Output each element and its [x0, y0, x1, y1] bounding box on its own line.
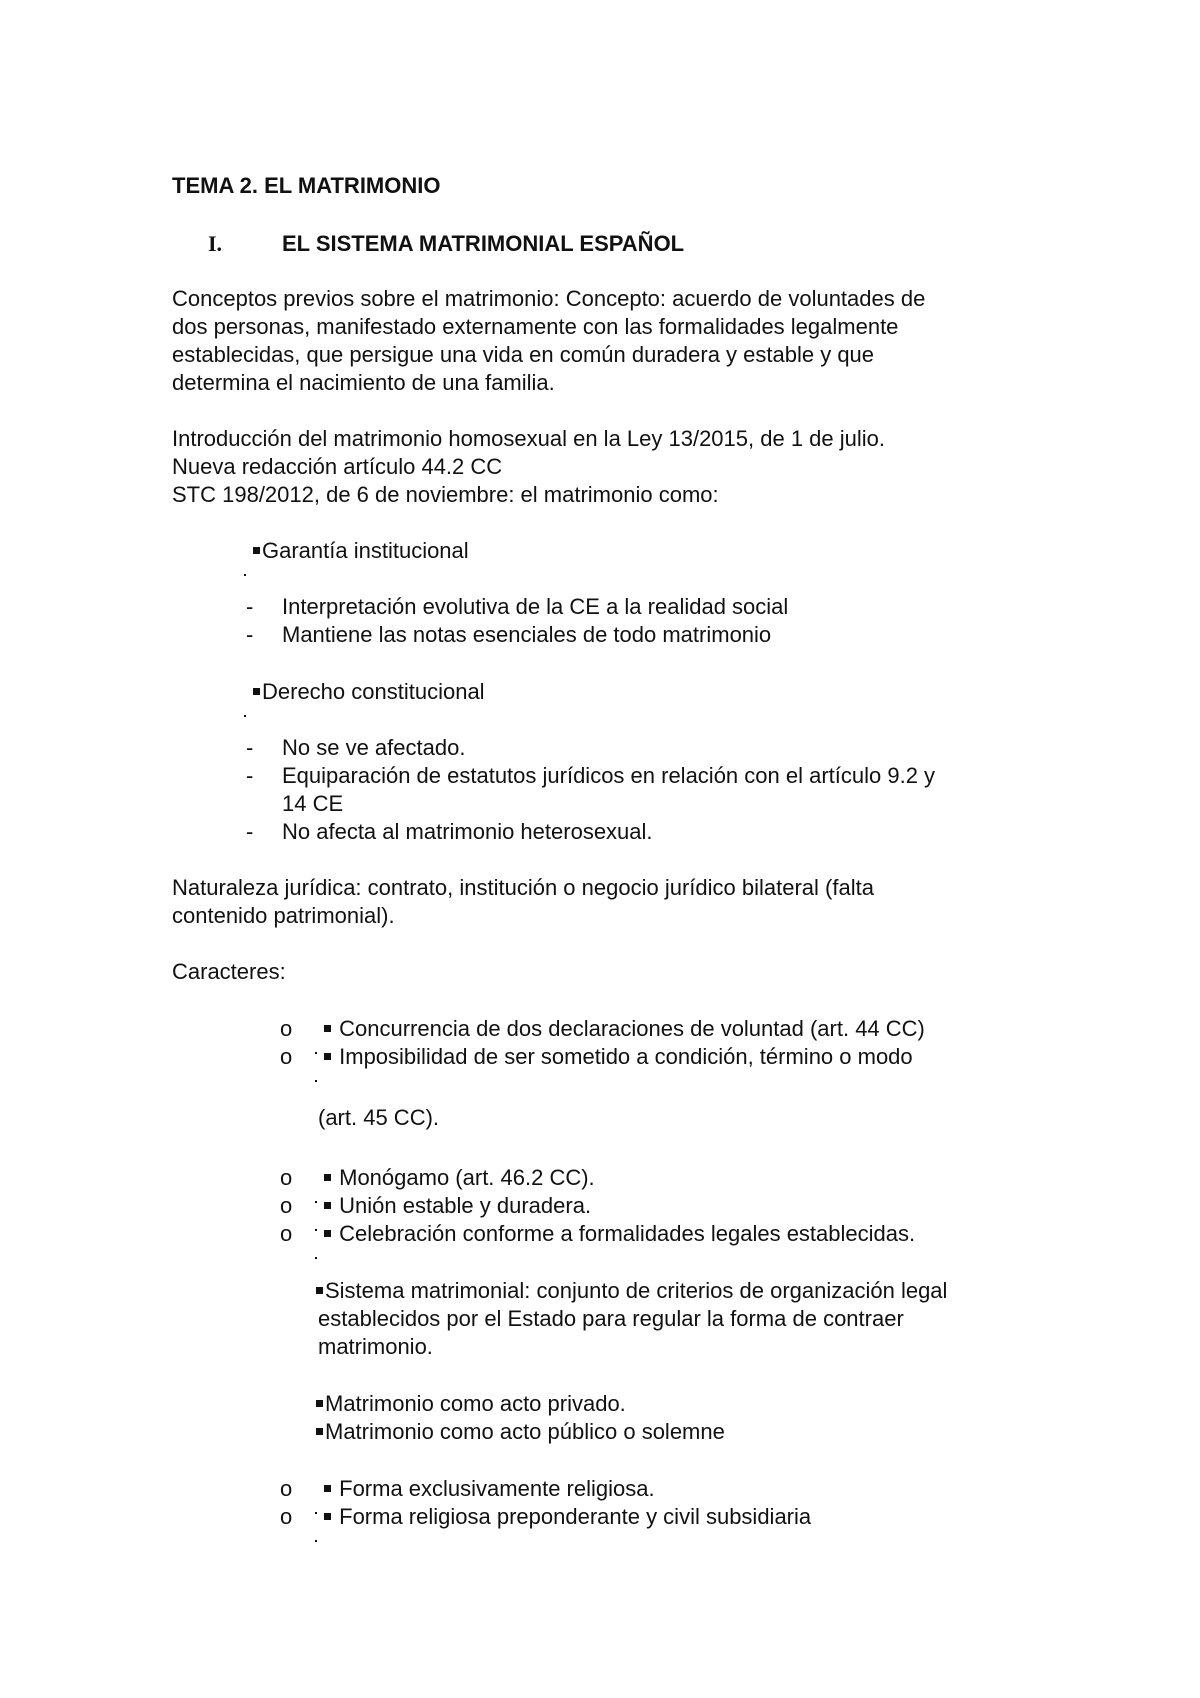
square-bullet-icon	[324, 1025, 331, 1032]
circle-bullet: o	[280, 1165, 293, 1190]
list-item-text: Forma religiosa preponderante y civil subsidiaria	[339, 1504, 812, 1529]
square-bullet-icon	[324, 1230, 331, 1237]
document-title: TEMA 2. EL MATRIMONIO	[172, 173, 441, 198]
acto-text: Matrimonio como acto público o solemne	[325, 1419, 725, 1444]
intro-line: determina el nacimiento de una familia.	[172, 370, 555, 395]
derecho-label-text: Derecho constitucional	[262, 679, 485, 704]
naturaleza-line: contenido patrimonial).	[172, 903, 395, 928]
list-item	[315, 1503, 811, 1531]
dash-bullet: -	[246, 819, 254, 844]
circle-bullet: o	[280, 1193, 293, 1218]
list-item-continuation: (art. 45 CC).	[318, 1105, 440, 1130]
list-item: Mantiene las notas esenciales de todo matrimonio	[282, 622, 772, 647]
square-bullet-icon	[316, 1428, 323, 1435]
list-item-continuation: 14 CE	[282, 791, 344, 816]
square-bullet-icon	[253, 547, 260, 554]
dash-bullet: -	[246, 763, 254, 788]
sistema-line: establecidos por el Estado para regular la forma de contraer	[318, 1306, 904, 1331]
list-item-text: Celebración conforme a formalidades legales establecidas.	[339, 1221, 916, 1246]
sistema-text: Sistema matrimonial: conjunto de criterios de organización legal	[325, 1278, 948, 1303]
list-item	[315, 1475, 655, 1503]
law-line: Nueva redacción artículo 44.2 CC	[172, 454, 503, 479]
caracteres-label: Caracteres:	[172, 959, 286, 984]
list-item	[315, 1043, 913, 1071]
list-item: Equiparación de estatutos jurídicos en relación con el artículo 9.2 y	[282, 763, 936, 788]
list-item-text: Unión estable y duradera.	[339, 1193, 592, 1218]
garantia-label-text: Garantía institucional	[262, 538, 469, 563]
circle-bullet: o	[280, 1044, 293, 1069]
intro-line: dos personas, manifestado externamente con las formalidades legalmente	[172, 314, 899, 339]
law-line: Introducción del matrimonio homosexual en la Ley 13/2015, de 1 de julio.	[172, 426, 886, 451]
square-bullet-icon	[253, 688, 260, 695]
circle-bullet: o	[280, 1504, 293, 1529]
square-bullet-icon	[324, 1202, 331, 1209]
circle-bullet: o	[280, 1221, 293, 1246]
square-bullet-icon	[324, 1485, 331, 1492]
acto-text: Matrimonio como acto privado.	[325, 1391, 626, 1416]
sistema-line	[316, 1277, 947, 1305]
list-item	[315, 1220, 915, 1248]
dash-bullet: -	[246, 622, 254, 647]
acto-line	[316, 1390, 626, 1418]
dash-bullet: -	[246, 735, 254, 760]
list-item	[315, 1192, 591, 1220]
circle-bullet: o	[280, 1476, 293, 1501]
list-item-text: Imposibilidad de ser sometido a condición, término o modo	[339, 1044, 913, 1069]
acto-line	[316, 1418, 725, 1446]
list-item: Interpretación evolutiva de la CE a la realidad social	[282, 594, 789, 619]
list-item-text: Monógamo (art. 46.2 CC).	[339, 1165, 595, 1190]
square-bullet-icon	[324, 1513, 331, 1520]
intro-line: establecidas, que persigue una vida en común duradera y estable y que	[172, 342, 875, 367]
square-bullet-icon	[324, 1174, 331, 1181]
list-item: No se ve afectado.	[282, 735, 466, 760]
section-heading: EL SISTEMA MATRIMONIAL ESPAÑOL	[282, 231, 685, 256]
list-item	[315, 1015, 925, 1043]
naturaleza-line: Naturaleza jurídica: contrato, institución o negocio jurídico bilateral (falta	[172, 875, 874, 900]
circle-bullet: o	[280, 1016, 293, 1041]
list-item-text: Forma exclusivamente religiosa.	[339, 1476, 655, 1501]
law-line: STC 198/2012, de 6 de noviembre: el matrimonio como:	[172, 482, 719, 507]
square-bullet-icon	[324, 1053, 331, 1060]
square-bullet-icon	[316, 1287, 323, 1294]
sistema-line: matrimonio.	[318, 1334, 433, 1359]
dash-bullet: -	[246, 594, 254, 619]
list-item-text: Concurrencia de dos declaraciones de voluntad (art. 44 CC)	[339, 1016, 925, 1041]
derecho-label	[244, 678, 485, 706]
square-bullet-icon	[316, 1400, 323, 1407]
intro-line: Conceptos previos sobre el matrimonio: Concepto: acuerdo de voluntades de	[172, 286, 926, 311]
list-item: No afecta al matrimonio heterosexual.	[282, 819, 653, 844]
garantia-label	[244, 537, 469, 565]
section-number: I.	[208, 231, 223, 256]
list-item	[315, 1164, 595, 1192]
